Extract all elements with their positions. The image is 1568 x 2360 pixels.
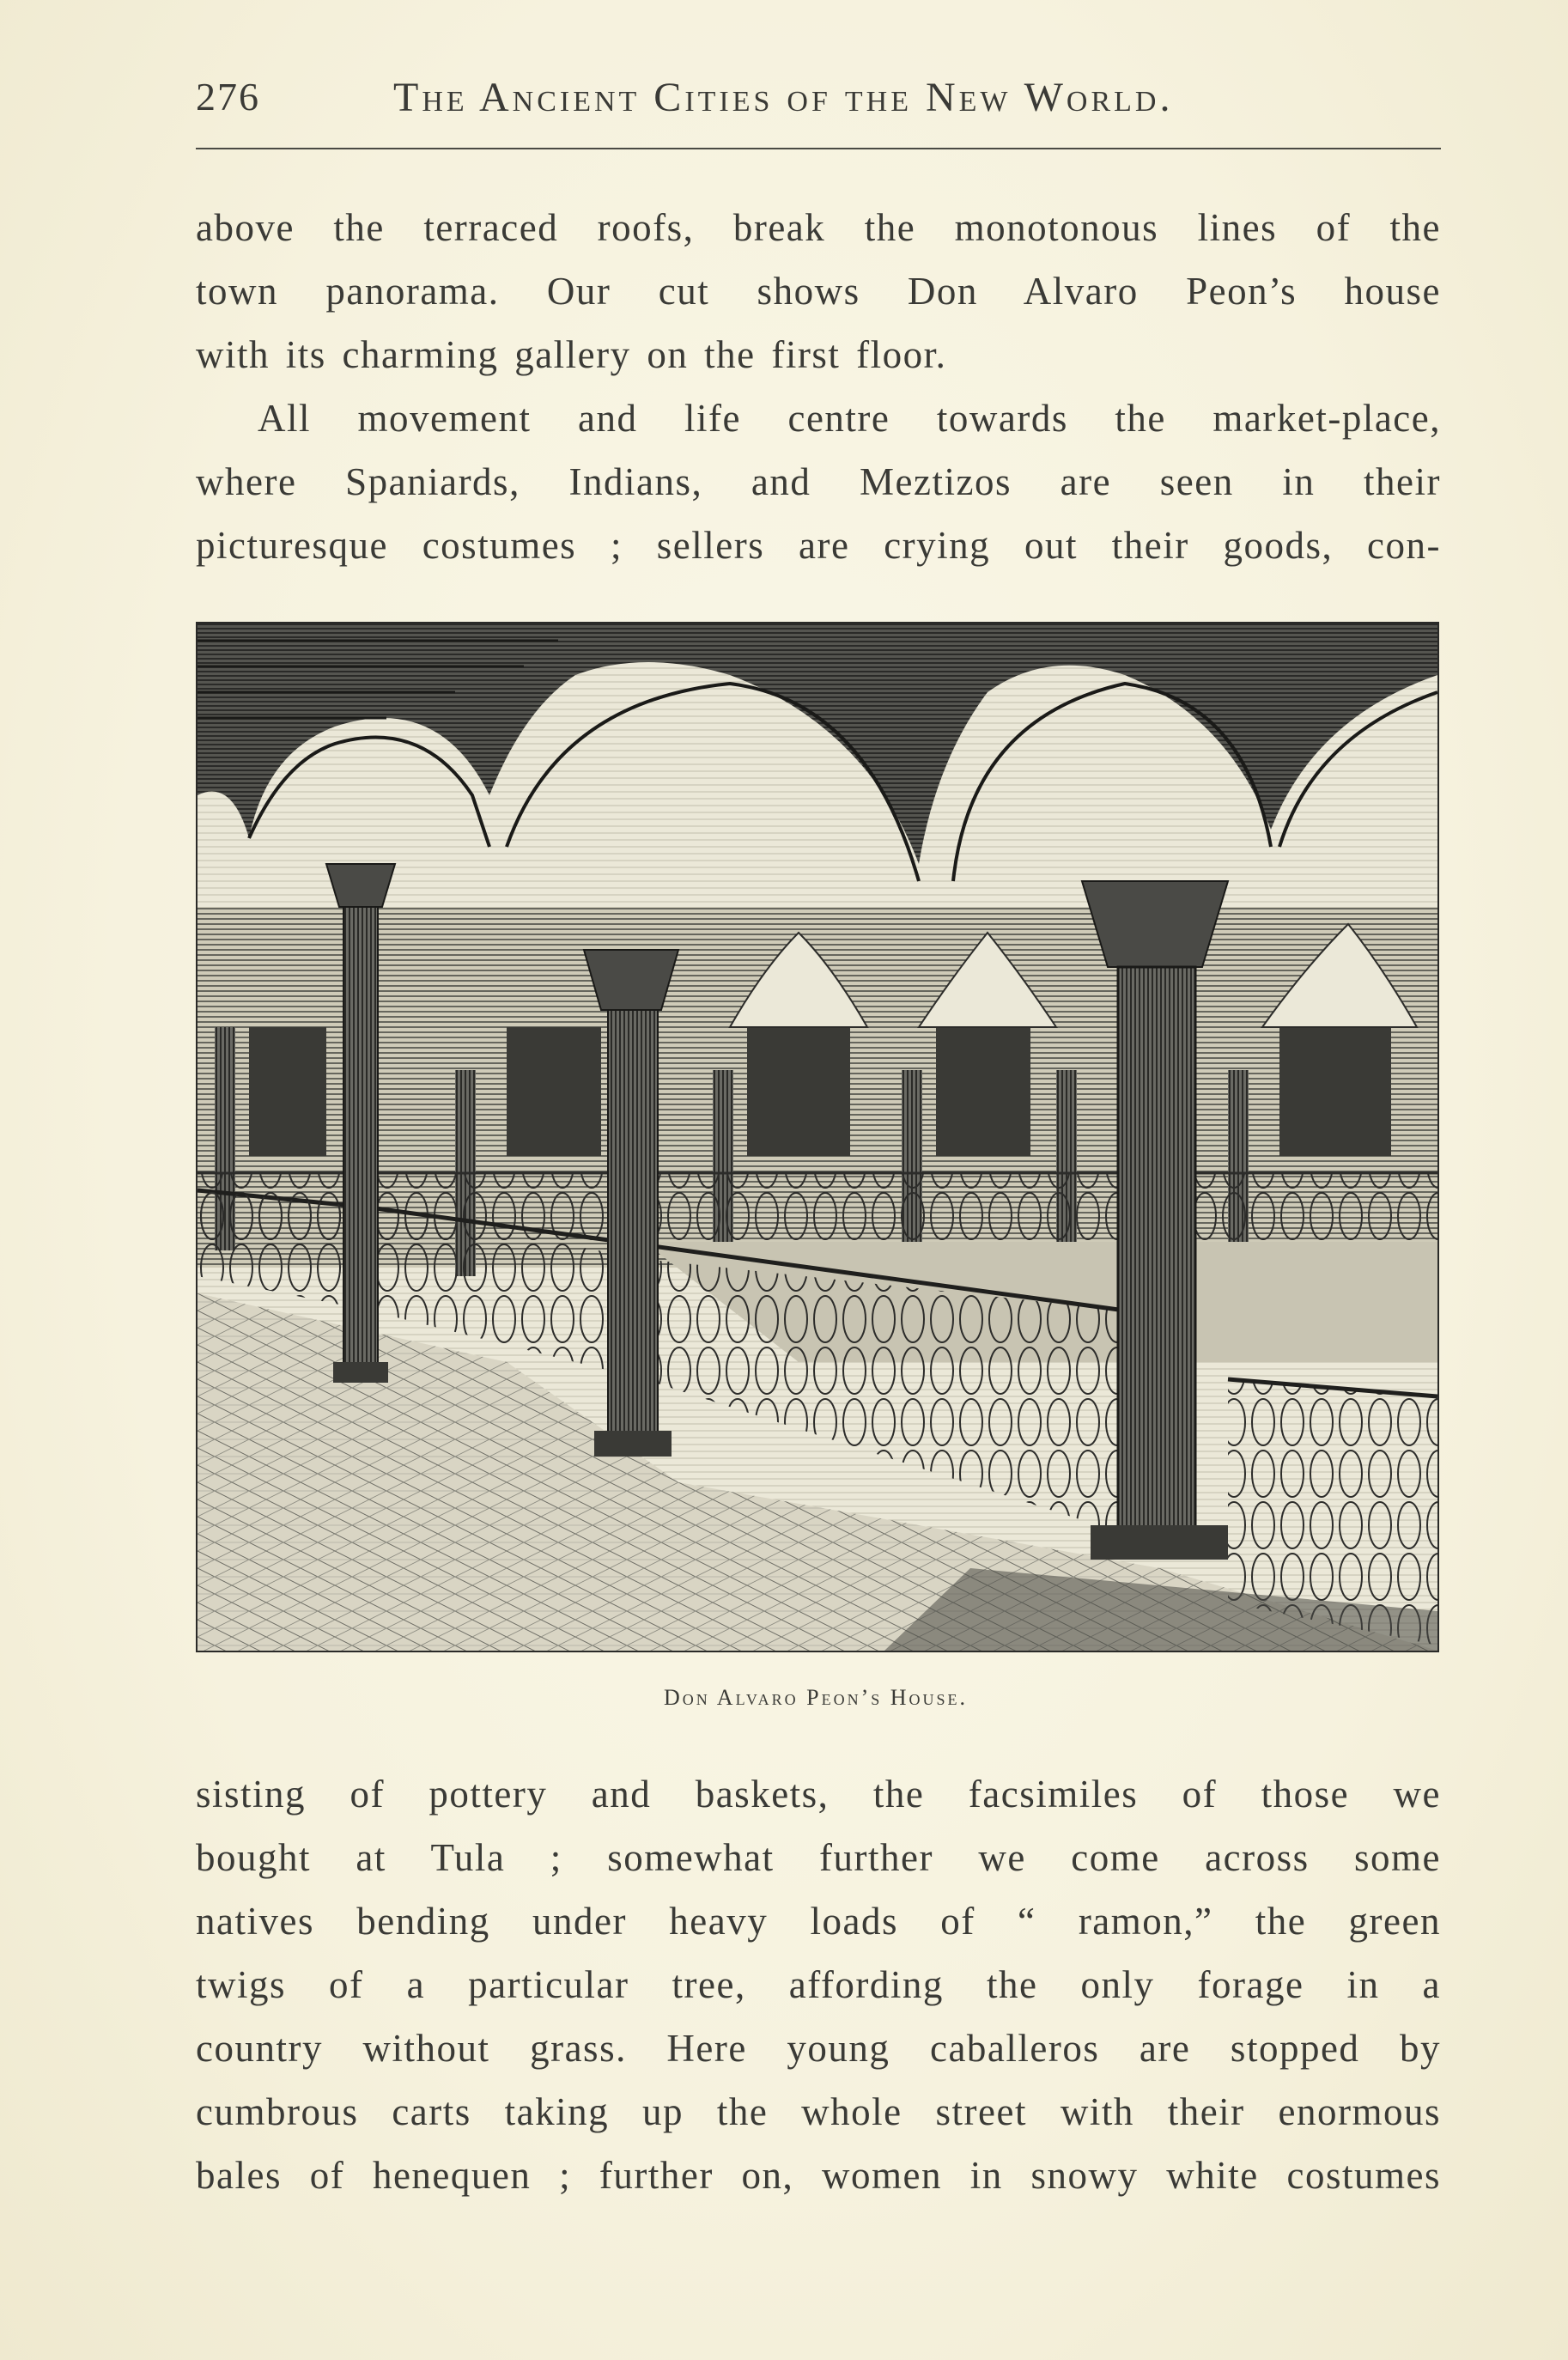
text-line: All movement and life centre towards the market-place, (258, 397, 1441, 440)
text-line: twigs of a particular tree, affording the only forage in a (196, 1963, 1441, 2006)
text-line: town panorama. Our cut shows Don Alvaro Peon’s house (196, 270, 1441, 313)
text-line: where Spaniards, Indians, and Meztizos are seen in their (196, 460, 1441, 503)
running-head: The Ancient Cities of the New World. (393, 75, 1174, 120)
text-line: country without grass. Here young caballeros are stopped by (196, 2027, 1441, 2070)
text-line: bought at Tula ; somewhat further we come across some (196, 1836, 1441, 1879)
page-number: 276 (196, 75, 260, 119)
paragraph-market (196, 386, 1441, 577)
paragraph-top (196, 196, 1441, 386)
header-rule (196, 148, 1441, 149)
page-header (196, 69, 1441, 129)
text-line: sisting of pottery and baskets, the facsimiles of those we (196, 1773, 1441, 1816)
figure-caption: Don Alvaro Peon’s House. (663, 1685, 969, 1710)
text-line: cumbrous carts taking up the whole street with their enormous (196, 2090, 1441, 2133)
text-line: picturesque costumes ; sellers are crying out their goods, con- (196, 524, 1441, 567)
text-line: natives bending under heavy loads of “ ramon,” the green (196, 1900, 1441, 1943)
text-line: above the terraced roofs, break the monotonous lines of the (196, 206, 1441, 249)
text-line: bales of henequen ; further on, women in snowy white costumes (196, 2154, 1441, 2197)
text-line: with its charming gallery on the first floor. (196, 333, 947, 376)
paragraph-bottom (196, 1762, 1441, 2207)
engraving-illustration (196, 622, 1439, 1652)
